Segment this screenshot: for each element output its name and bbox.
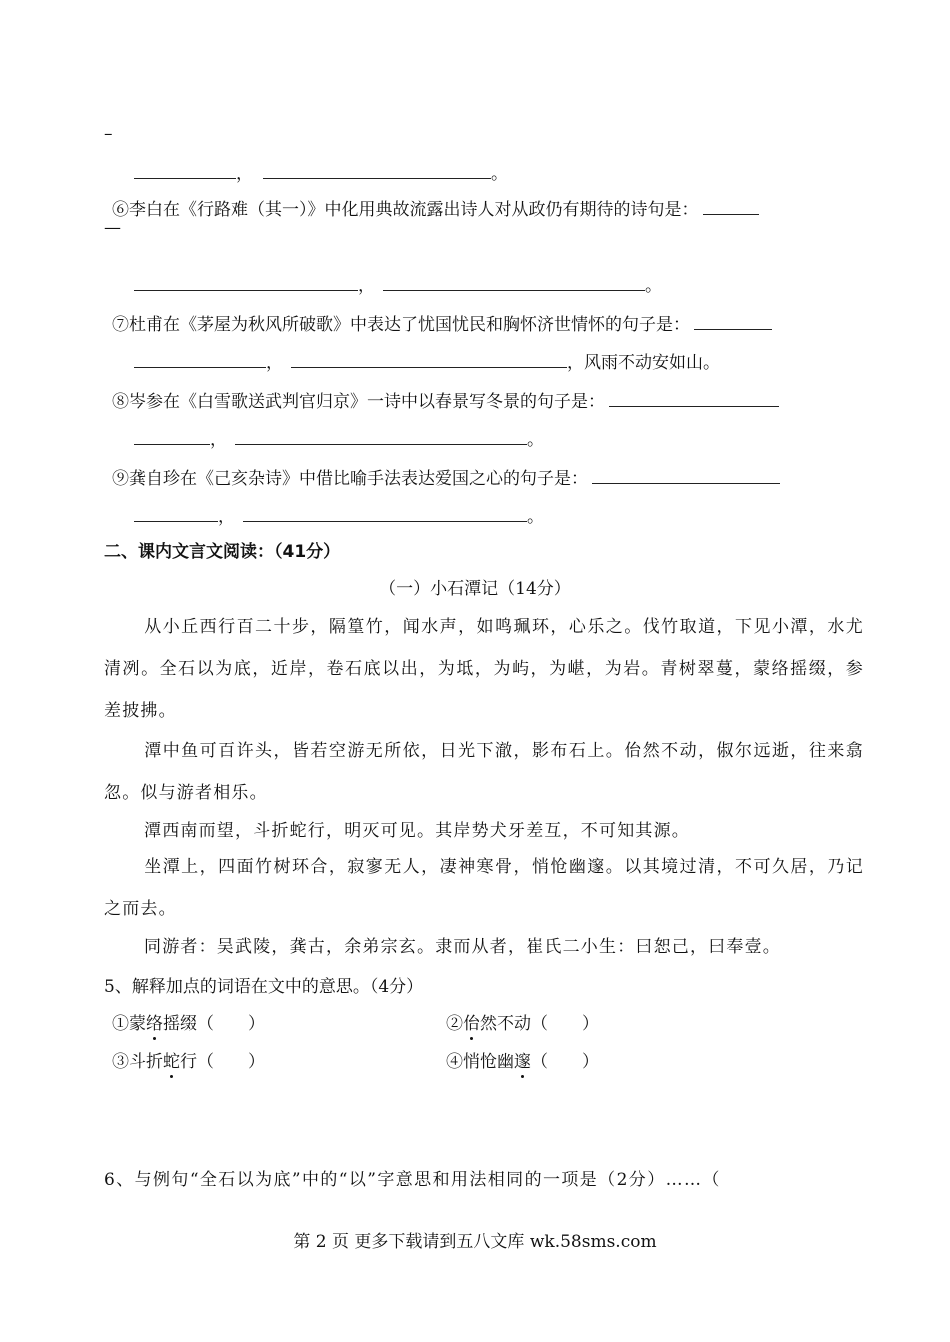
answer-blank[interactable] bbox=[263, 160, 491, 179]
comma: ， bbox=[266, 353, 283, 373]
question-text: 杜甫在《茅屋为秋风所破歌》中表达了忧国忧民和胸怀济世情怀的句子是： bbox=[129, 315, 690, 335]
paragraph-text: 潭西南而望，斗折蛇行，明灭可见。其岸势犬牙差互，不可知其源。 bbox=[144, 821, 690, 841]
period: 。 bbox=[527, 507, 544, 527]
answer-blank[interactable] bbox=[243, 503, 527, 522]
question-number: ⑥ bbox=[112, 200, 129, 220]
comma: ， bbox=[236, 164, 253, 184]
item-text: 行 bbox=[180, 1052, 197, 1072]
passage-paragraph-4 bbox=[104, 846, 864, 930]
question-text: 岑参在《白雪歌送武判官归京》一诗中以春景写冬景的句子是： bbox=[129, 392, 605, 412]
question-5-title: 5、解释加点的词语在文中的意思。（4分） bbox=[104, 977, 424, 997]
question-6-answer-line bbox=[134, 272, 662, 298]
continuation-answer-line bbox=[134, 160, 508, 186]
dotted-character: 佁 bbox=[463, 1014, 480, 1034]
item-number: ③ bbox=[112, 1052, 129, 1072]
stray-mark: – bbox=[104, 124, 113, 144]
period: 。 bbox=[491, 164, 508, 184]
answer-blank[interactable] bbox=[609, 388, 779, 407]
item-text: 悄怆幽 bbox=[463, 1052, 514, 1072]
item-text: 斗折 bbox=[129, 1052, 163, 1072]
answer-paren[interactable]: （ ） bbox=[197, 1052, 265, 1072]
wrap-mark: — bbox=[104, 218, 121, 238]
answer-blank[interactable] bbox=[134, 272, 358, 291]
passage-paragraph-2 bbox=[104, 730, 864, 814]
item-text: 蒙 bbox=[129, 1014, 146, 1034]
paragraph-text: 坐潭上，四面竹树环合，寂寥无人，凄神寒骨，悄怆幽邃。以其境过清，不可久居，乃记之而去。 bbox=[104, 857, 864, 919]
question-6-reading: 6、与例句“全石以为底”中的“以”字意思和用法相同的一项是（2分）……（ bbox=[104, 1170, 721, 1190]
answer-blank[interactable] bbox=[134, 503, 218, 522]
question-8-answer-line bbox=[134, 426, 544, 452]
answer-blank[interactable] bbox=[592, 465, 780, 484]
answer-blank[interactable] bbox=[134, 160, 236, 179]
answer-blank[interactable] bbox=[694, 311, 772, 330]
comma: ， bbox=[358, 276, 375, 296]
answer-blank[interactable] bbox=[383, 272, 645, 291]
answer-blank[interactable] bbox=[703, 196, 759, 215]
question-text: 龚自珍在《己亥杂诗》中借比喻手法表达爱国之心的句子是： bbox=[129, 469, 588, 489]
dotted-character: 蛇 bbox=[163, 1052, 180, 1072]
answer-paren[interactable]: （ ） bbox=[531, 1052, 599, 1072]
item-number: ② bbox=[446, 1014, 463, 1034]
question-text: 李白在《行路难（其一）》中化用典故流露出诗人对从政仍有期待的诗句是： bbox=[129, 200, 699, 220]
answer-blank[interactable] bbox=[134, 426, 210, 445]
section-heading: 二、课内文言文阅读：（41分） bbox=[104, 542, 341, 562]
question-number: ⑧ bbox=[112, 392, 129, 412]
answer-blank[interactable] bbox=[134, 349, 266, 368]
item-number: ④ bbox=[446, 1052, 463, 1072]
question-8 bbox=[112, 388, 779, 414]
dotted-character: 络 bbox=[146, 1014, 163, 1034]
answer-blank[interactable] bbox=[291, 349, 567, 368]
question-tail: ，风雨不动安如山。 bbox=[567, 353, 720, 373]
paragraph-text: 同游者：吴武陵，龚古，余弟宗玄。隶而从者，崔氏二小生：曰恕己，曰奉壹。 bbox=[144, 937, 781, 957]
q5-item-1 bbox=[112, 1012, 265, 1036]
item-text: 摇缀 bbox=[163, 1014, 197, 1034]
q5-item-4 bbox=[446, 1050, 599, 1074]
paragraph-text: 从小丘西行百二十步，隔篁竹，闻水声，如鸣珮环，心乐之。伐竹取道，下见小潭，水尤清冽。全石以为底，近岸，卷石底以出，为坻，为屿，为嵁，为岩。青树翠蔓，蒙络摇缀，参差披拂。 bbox=[104, 617, 864, 721]
period: 。 bbox=[645, 276, 662, 296]
question-9 bbox=[112, 465, 780, 491]
period: 。 bbox=[527, 430, 544, 450]
item-text: 然不动 bbox=[480, 1014, 531, 1034]
question-6 bbox=[112, 196, 759, 222]
item-number: ① bbox=[112, 1014, 129, 1034]
q5-item-2 bbox=[446, 1012, 599, 1036]
question-number: ⑨ bbox=[112, 469, 129, 489]
passage-paragraph-1 bbox=[104, 606, 864, 732]
question-9-answer-line bbox=[134, 503, 544, 529]
passage-title: （一）小石潭记（14分） bbox=[379, 579, 571, 599]
paragraph-text: 潭中鱼可百许头，皆若空游无所依，日光下澈，影布石上。佁然不动，俶尔远逝，往来翕忽。似与游者相乐。 bbox=[104, 741, 864, 803]
answer-paren[interactable]: （ ） bbox=[197, 1014, 265, 1034]
comma: ， bbox=[210, 430, 227, 450]
comma: ， bbox=[218, 507, 235, 527]
dotted-character: 邃 bbox=[514, 1052, 531, 1072]
answer-paren[interactable]: （ ） bbox=[531, 1014, 599, 1034]
page-footer: 第 2 页 更多下载请到五八文库 wk.58sms.com bbox=[293, 1232, 657, 1252]
passage-paragraph-5 bbox=[104, 926, 864, 968]
question-number: ⑦ bbox=[112, 315, 129, 335]
answer-blank[interactable] bbox=[235, 426, 527, 445]
question-7-answer-line bbox=[134, 349, 720, 375]
question-7 bbox=[112, 311, 772, 337]
q5-item-3 bbox=[112, 1050, 265, 1074]
